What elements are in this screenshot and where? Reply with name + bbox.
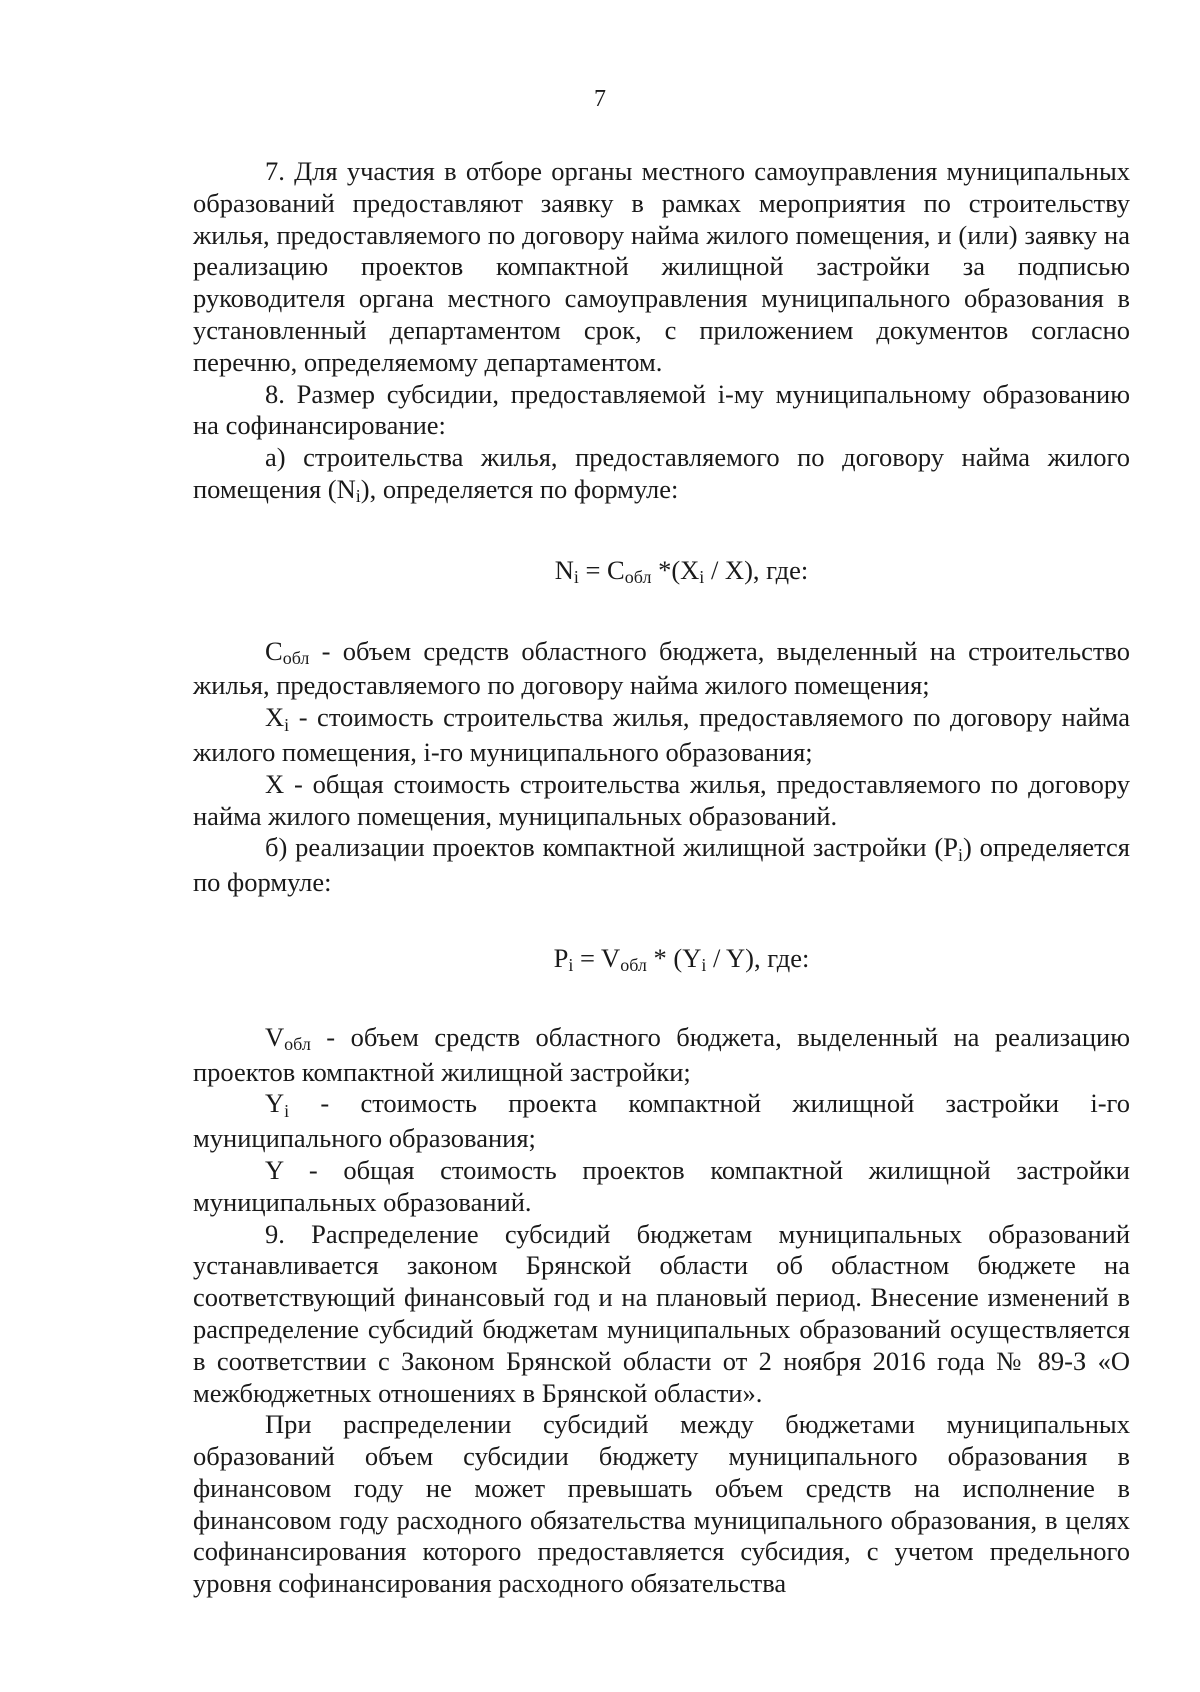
definition-xi-text: - стоимость строительства жилья, предоставляемого по договору найма жилого помещения, i-го муниципального образования; [193,702,1130,767]
formula-p-lhs-sub: i [568,955,574,976]
definition-v-obl [193,1022,1130,1089]
page-number: 7 [594,86,606,112]
definition-c-obl [193,636,1130,703]
paragraph-9: 9. Распределение субсидий бюджетам муниципальных образований устанавливается законом Брянской области об областном бюджете на соответствующий финансовый год и на плановый период. Внесение изменений в распределение субсидий бюджетам муниципальных образований осуществляется в соответствии с Законом Брянской области от 2 ноября 2016 года № 89-З «О межбюджетных отношениях в Брянской области». [193,1218,1130,1408]
definition-c-sub: обл [282,648,310,669]
definition-yi-symbol: Y [265,1088,285,1119]
formula-n-lhs: N [554,554,574,585]
definition-xi-symbol: X [265,702,285,733]
paragraph-distribution: При распределении субсидий между бюджетами муниципальных образований объем субсидии бюджету муниципального образования в финансовом году не может превышать объем средств на исполнение в финансовом году расходного обязательства муниципального образования, в целях софинансирования которого предоставляется субсидия, с учетом предельного уровня софинансирования расходного обязательства [193,1409,1130,1599]
paragraph-b-text-start: б) реализации проектов компактной жилищной застройки (P [265,832,958,863]
formula-n-c-sub: обл [624,567,652,588]
definition-yi-sub: i [284,1100,290,1121]
paragraph-a [193,442,1130,509]
definition-v-text: - объем средств областного бюджета, выделенный на реализацию проектов компактной жилищной застройки; [193,1021,1130,1087]
definition-x: X - общая стоимость строительства жилья, предоставляемого по договору найма жилого помещения, муниципальных образований. [193,768,1130,831]
paragraph-b [193,832,1130,899]
definition-xi [193,702,1130,769]
formula-p-mid: * (Y [646,942,702,973]
paragraph-a-subscript: i [355,486,361,507]
formula-n-mid: *(X [651,554,700,585]
formula-n [193,555,1130,590]
formula-n-end: / X), где: [704,554,809,585]
formula-p-v-sub: обл [620,955,647,976]
paragraph-a-text-start: а) строительства жилья, предоставляемого по договору найма жилого помещения (N [193,442,1130,504]
paragraph-a-text-end: ), определяется по формуле: [360,473,679,504]
definition-v-symbol: V [265,1021,285,1052]
definition-c-symbol: C [265,635,283,666]
definition-xi-sub: i [284,714,290,735]
formula-n-eq: = C [578,554,625,585]
formula-p-lhs: P [553,942,569,973]
paragraph-8: 8. Размер субсидии, предоставляемой i-му муниципальному образованию на софинансирование: [193,378,1130,441]
formula-n-x-sub: i [699,567,705,588]
document-body [193,156,1130,1600]
definition-yi [193,1088,1130,1155]
definition-y: Y - общая стоимость проектов компактной жилищной застройки муниципальных образований. [193,1154,1130,1217]
formula-p [193,943,1130,978]
definition-c-text: - объем средств областного бюджета, выделенный на строительство жилья, предоставляемого по договору найма жилого помещения; [193,635,1130,701]
definition-v-sub: обл [284,1034,311,1055]
definition-yi-text: - стоимость проекта компактной жилищной застройки i-го муниципального образования; [193,1088,1130,1154]
formula-p-y-sub: i [701,955,707,976]
paragraph-7: 7. Для участия в отборе органы местного самоуправления муниципальных образований предоставляют заявку в рамках мероприятия по строительству жилья, предоставляемого по договору найма жилого помещения, и (или) заявку на реализацию проектов компактной жилищной застройки за подписью руководителя органа местного самоуправления муниципального образования в установленный департаментом срок, с приложением документов согласно перечню, определяемому департаментом. [193,156,1130,377]
formula-n-lhs-sub: i [573,567,579,588]
formula-p-end: / Y), где: [706,942,810,973]
paragraph-b-text-end: ) определяется по формуле: [193,832,1130,898]
paragraph-b-subscript: i [957,844,963,865]
formula-p-eq: = V [573,942,621,973]
